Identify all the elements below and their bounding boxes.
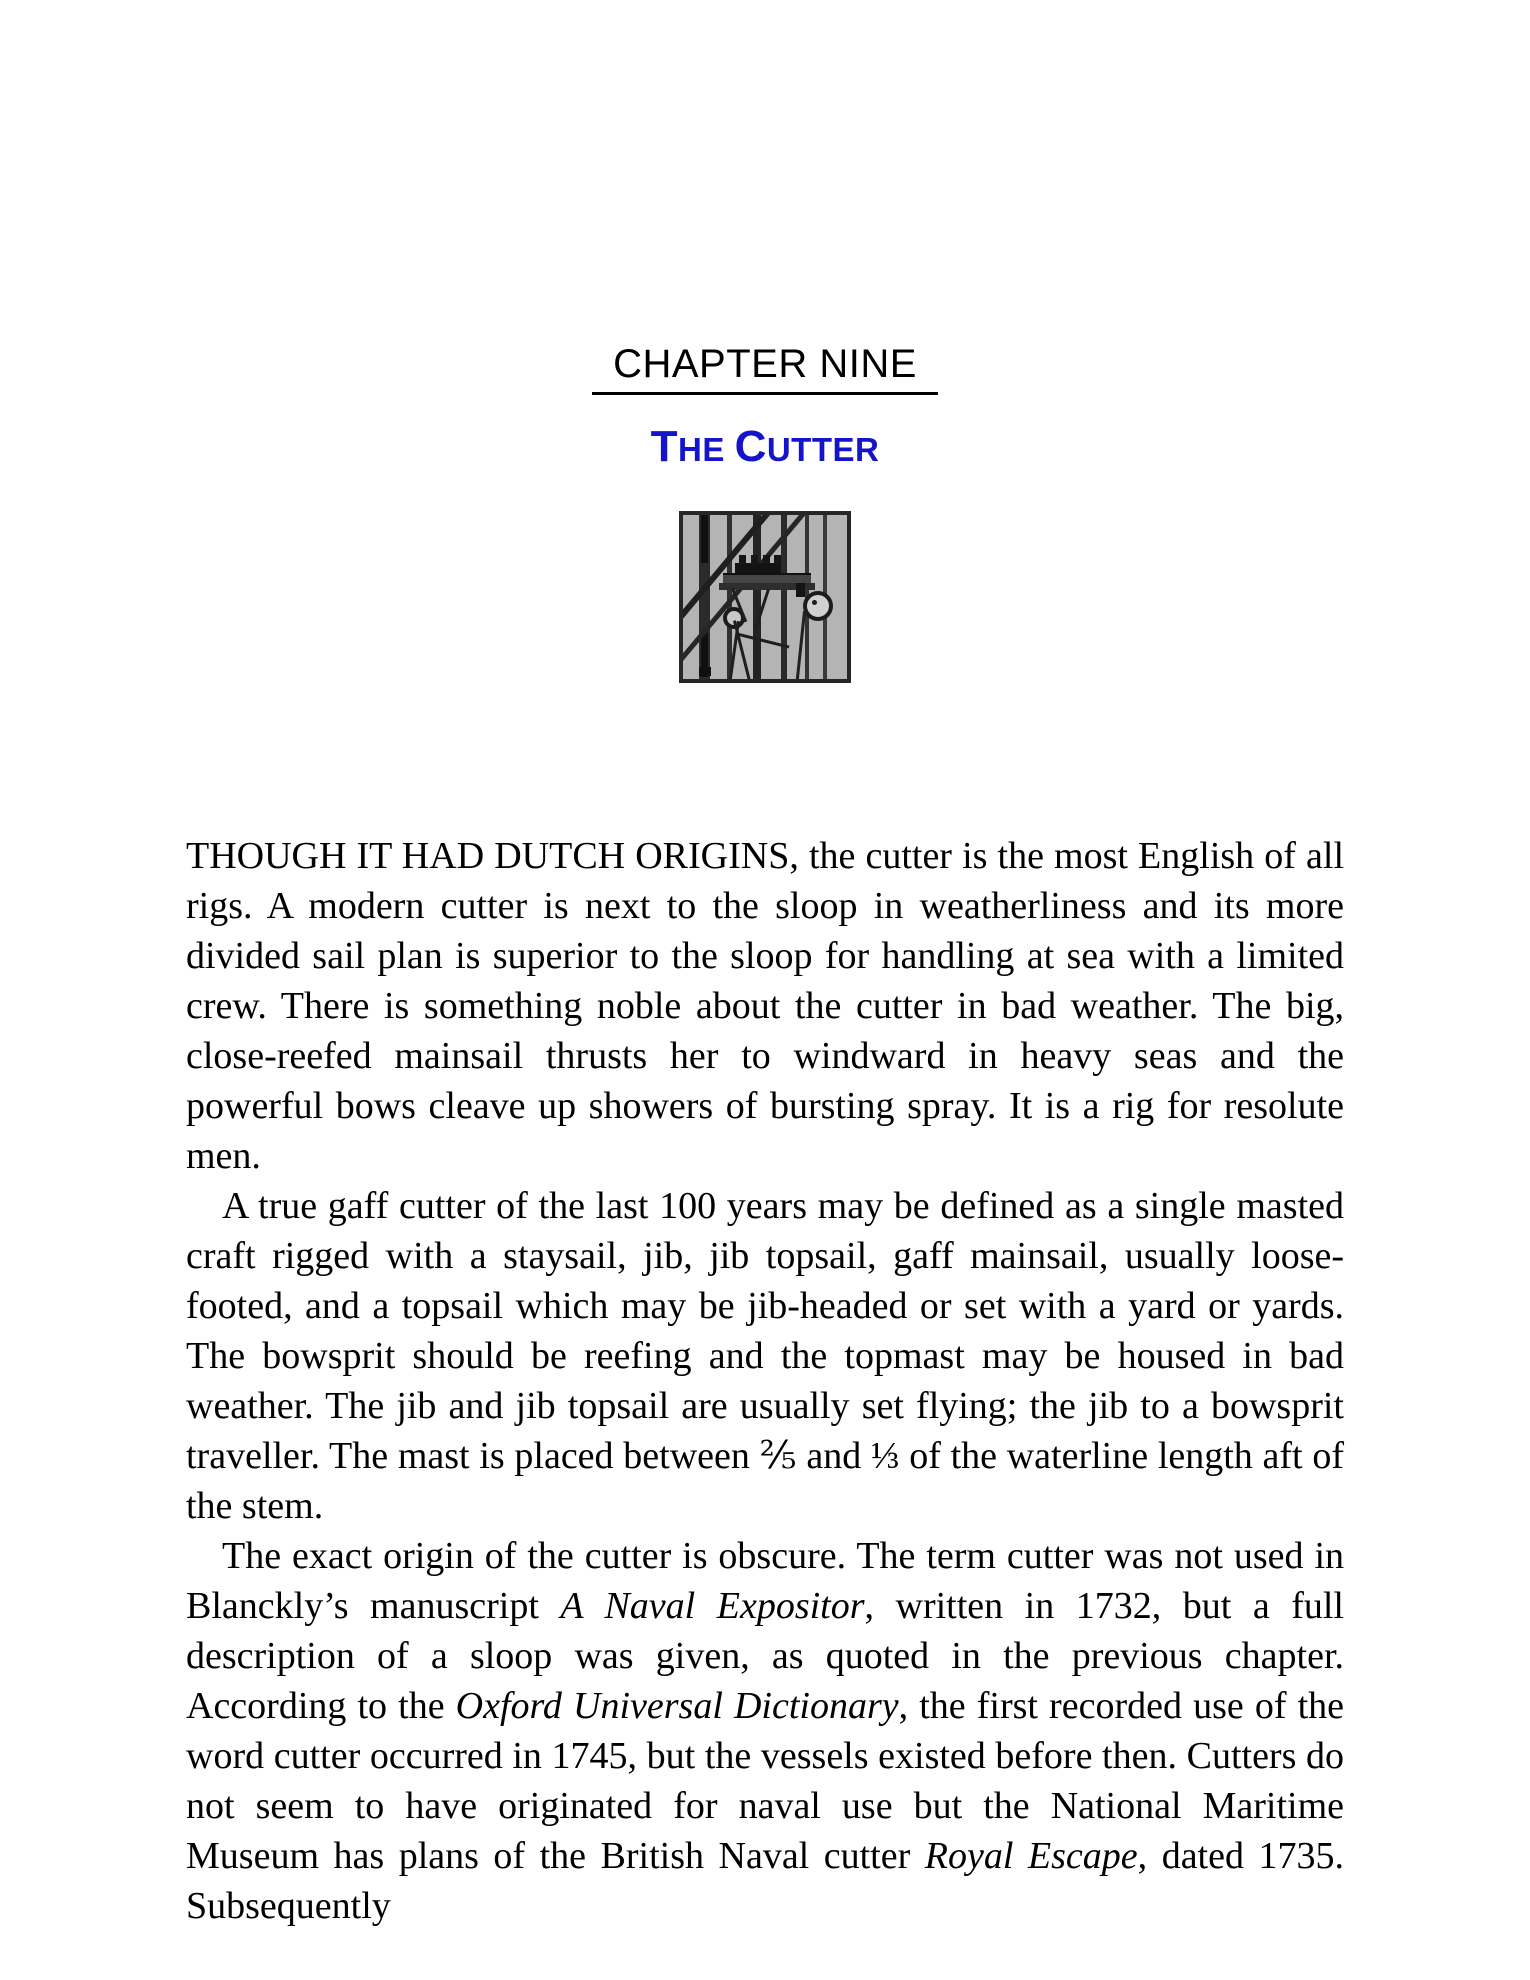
text-run: , the first recorded use of the word cutter occurred in 1745, but the vessels existed before then. Cutters do not seem to have originated for naval use but the National Maritime Museum has plans of the British Naval cutter — [186, 1685, 1344, 1878]
rigging-block-icon — [803, 591, 833, 621]
shroud-cap-2-icon — [751, 555, 758, 564]
body-paragraph — [186, 1181, 1344, 1531]
chapter-body-text — [186, 831, 1344, 1931]
crosstree-top-icon — [735, 563, 781, 573]
chapter-number-heading: CHAPTER NINE — [592, 340, 937, 395]
spar-b-icon — [753, 515, 761, 679]
italic-title-run: Oxford Universal Dictionary — [455, 1685, 899, 1728]
text-run: , written in 1732, but a full description of a sloop was given, as quoted in the previous chapter. According to the — [186, 1585, 1344, 1728]
italic-title-run: Royal Escape — [924, 1835, 1138, 1878]
mast-rigging-photo — [679, 511, 851, 683]
text-run: The exact origin of the cutter is obscure. The term cutter was not used in Blanckly’s manuscript — [186, 1535, 1344, 1628]
chapter-title-initial-c: C — [734, 422, 767, 471]
mast-foot-icon — [699, 667, 711, 676]
chapter-title-utter: UTTER — [766, 431, 880, 468]
block-strop-icon — [796, 583, 805, 597]
chapter-heading-block — [186, 0, 1344, 471]
shroud-cap-3-icon — [763, 555, 770, 564]
text-run: THOUGH IT HAD DUTCH ORIGINS, the cutter is the most English of all rigs. A modern cutter is next to the sloop in weatherliness and its more divided sail plan is superior to the sloop for handling at sea with a limited crew. There is something noble about the cutter in bad weather. The big, close-reefed mainsail thrusts her to windward in heavy seas and the powerful bows cleave up showers of bursting spray. It is a rig for resolute men. — [186, 835, 1344, 1178]
chapter-title-he: HE — [678, 431, 735, 468]
text-run: A true gaff cutter of the last 100 years may be defined as a single masted craft rigged with a staysail, jib, jib topsail, gaff mainsail, usually loose-footed, and a topsail which may be jib-headed or set with a yard or yards. The bowsprit should be reefing and the topmast may be housed in bad weather. The jib and jib topsail are usually set flying; the jib to a bowsprit traveller. The mast is placed between ⅖ and ⅓ of the waterline length aft of the stem. — [186, 1185, 1344, 1528]
chapter-title — [186, 423, 1344, 471]
text-run: , dated 1735. Subsequently — [186, 1835, 1344, 1928]
body-paragraph — [186, 1531, 1344, 1931]
shroud-cap-1-icon — [739, 555, 746, 564]
chapter-title-initial-t: T — [650, 422, 679, 471]
mast-upper-band-icon — [701, 515, 708, 563]
italic-title-run: A Naval Expositor — [560, 1585, 865, 1628]
shroud-cap-4-icon — [774, 555, 781, 564]
chapter-figure-wrap — [186, 511, 1344, 683]
body-paragraph — [186, 831, 1344, 1181]
